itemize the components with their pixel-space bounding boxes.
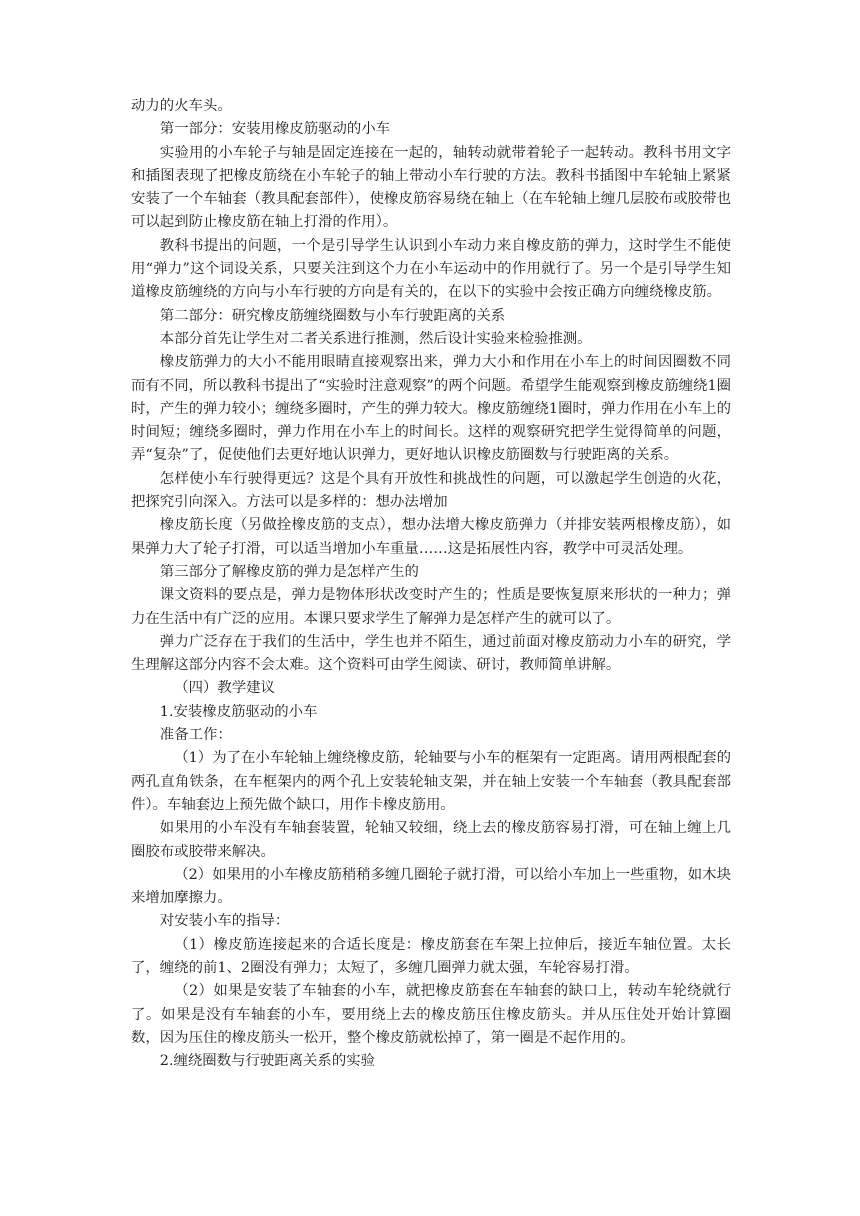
- list-item: （2）如果用的小车橡皮筋稍稍多缠几圈轮子就打滑，可以给小车加上一些重物，如木块来增加摩擦力。: [131, 866, 731, 907]
- paragraph: 橡皮筋弹力的大小不能用眼睛直接观察出来，弹力大小和作用在小车上的时间因圈数不同而有不同，所以教科书提出了“实验时注意观察”的两个问题。希望学生能观察到橡皮筋缠绕1圈时，产生的弹力较小；缠绕多圈时，产生的弹力较大。橡皮筋缠绕1圈时，弹力作用在小车上的时间短；缠绕多圈时，弹力作用在小车上的时间长。这样的观察研究把学生觉得简单的问题，弄“复杂”了，促使他们去更好地认识弹力，更好地认识橡皮筋圈数与行驶距离的关系。: [131, 354, 731, 464]
- document-page: [131, 95, 731, 1073]
- section-heading-part3: 第三部分了解橡皮筋的弹力是怎样产生的: [159, 563, 419, 580]
- paragraph: 怎样使小车行驶得更远？这是个具有开放性和挑战性的问题，可以激起学生创造的火花，把探究引向深入。方法可以是多样的：想办法增加: [131, 470, 731, 511]
- paragraph: 教科书提出的问题，一个是引导学生认识到小车动力来自橡皮筋的弹力，这时学生不能使用“弹力”这个词设关系，只要关注到这个力在小车运动中的作用就行了。另一个是引导学生知道橡皮筋缠绕的方向与小车行驶的方向是有关的，在以下的实验中会按正确方向缠绕橡皮筋。: [131, 237, 731, 301]
- paragraph: 课文资料的要点是，弹力是物体形状改变时产生的；性质是要恢复原来形状的一种力；弹力在生活中有广泛的应用。本课只要求学生了解弹力是怎样产生的就可以了。: [131, 587, 731, 627]
- section-heading-teaching-suggestions: （四）教学建议: [174, 680, 275, 697]
- list-item: （1）橡皮筋连接起来的合适长度是：橡皮筋套在车架上拉伸后，接近车轴位置。太长了，缠绕的前1、2圈没有弹力；太短了，多缠几圈弹力就太强，车轮容易打滑。: [131, 936, 731, 976]
- section-heading-part2: 第二部分：研究橡皮筋缠绕圈数与小车行驶距离的关系: [159, 307, 506, 324]
- list-item: （2）如果是安装了车轴套的小车，就把橡皮筋套在车轴套的缺口上，转动车轮绕就行了。如果是没有车轴套的小车，要用绕上去的橡皮筋压住橡皮筋头。并从压住处开始计算圈数，因为压住的橡皮筋头一松开，整个橡皮筋就松掉了，第一圈是不起作用的。: [131, 983, 731, 1046]
- section-heading-part1: 第一部分：安装用橡皮筋驱动的小车: [159, 121, 391, 138]
- paragraph: 如果用的小车没有车轴套装置，轮轴又较细，绕上去的橡皮筋容易打滑，可在轴上缠上几圈胶布或胶带来解决。: [131, 820, 731, 860]
- subheading-experiment: 2.缠绕圈数与行驶距离关系的实验: [159, 1053, 375, 1070]
- paragraph: 本部分首先让学生对二者关系进行推测，然后设计实验来检验推测。: [159, 330, 592, 347]
- subheading-install-car: 1.安装橡皮筋驱动的小车: [159, 703, 318, 720]
- paragraph: 橡皮筋长度（另做拴橡皮筋的支点），想办法增大橡皮筋弹力（并排安装两根橡皮筋），如果弹力大了轮子打滑，可以适当增加小车重量……这是拓展性内容，教学中可灵活处理。: [131, 517, 731, 557]
- paragraph: 实验用的小车轮子与轴是固定连接在一起的，轴转动就带着轮子一起转动。教科书用文字和插图表现了把橡皮筋绕在小车轮子的轴上带动小车行驶的方法。教科书插图中车轮轴上紧紧安装了一个车轴套（教具配套部件），使橡皮筋容易绕在轴上（在车轮轴上缠几层胶布或胶带也可以起到防止橡皮筋在轴上打滑的作用）。: [131, 144, 731, 231]
- paragraph: 弹力广泛存在于我们的生活中，学生也并不陌生，通过前面对橡皮筋动力小车的研究，学生理解这部分内容不会太难。这个资料可由学生阅读、研讨，教师简单讲解。: [131, 633, 731, 674]
- subheading-preparation: 准备工作：: [159, 727, 232, 744]
- paragraph-intro-tail: 动力的火车头。: [131, 98, 232, 114]
- subheading-install-guidance: 对安装小车的指导：: [159, 913, 290, 930]
- list-item: （1）为了在小车轮轴上缠绕橡皮筋，轮轴要与小车的框架有一定距离。请用两根配套的两孔直角铁条，在车框架内的两个孔上安装轮轴支架，并在轴上安装一个车轴套（教具配套部件）。车轴套边上预先做个缺口，用作卡橡皮筋用。: [131, 750, 731, 813]
